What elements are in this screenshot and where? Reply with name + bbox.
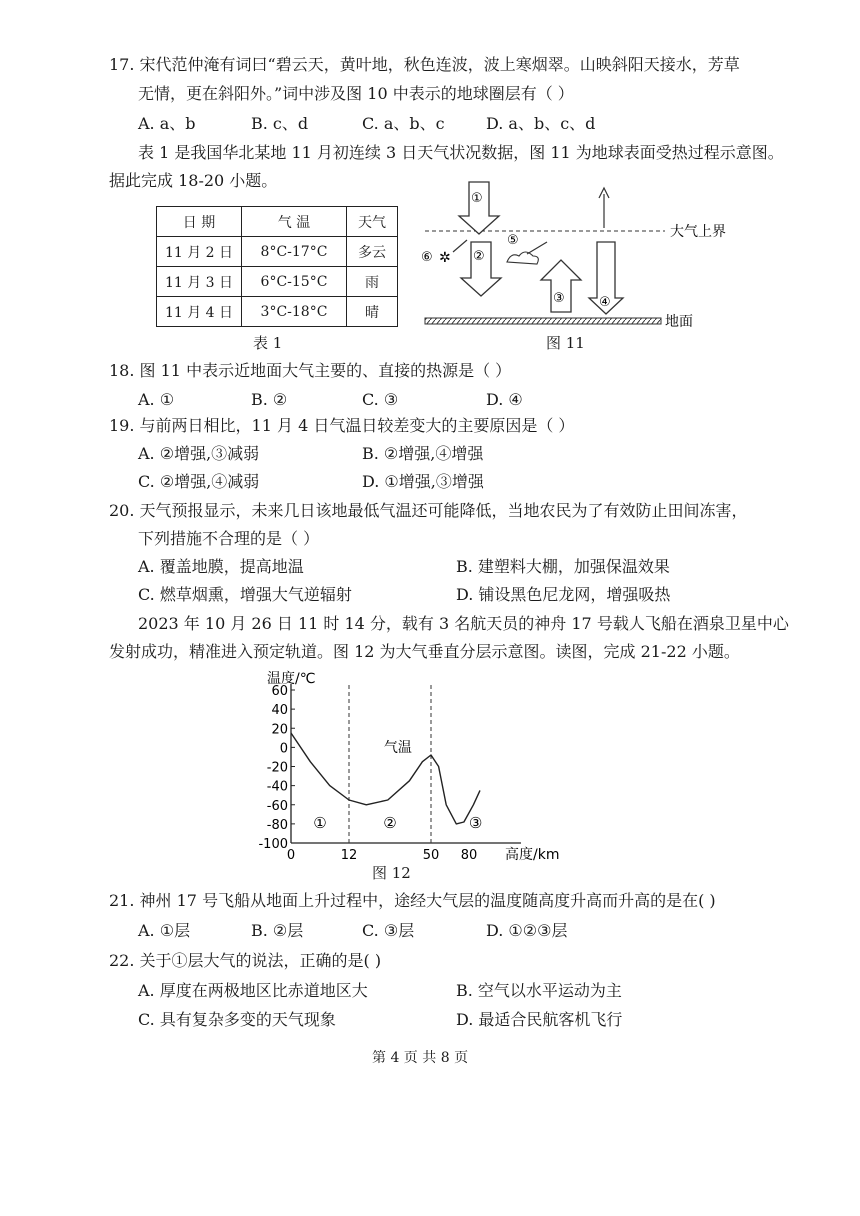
- x-tick-label: 50: [422, 848, 440, 863]
- q20-line1: 20. 天气预报显示，未来几日该地最低气温还可能降低，当地农民为了有效防止田间冻害，: [109, 501, 748, 520]
- q18-option-c: C. ③: [362, 390, 399, 409]
- table-cell: 6°C-15°C: [242, 267, 347, 297]
- table-cell: 8°C-17°C: [242, 237, 347, 267]
- q21-stem: 21. 神州 17 号飞船从地面上升过程中，途经大气层的温度随高度升高而升高的是在( ): [109, 891, 716, 910]
- page-footer: 第 4 页 共 8 页: [372, 1050, 469, 1066]
- figure-11-caption: 图 11: [546, 334, 585, 352]
- y-axis-label: 温度/℃: [267, 671, 316, 687]
- table-row: [157, 237, 398, 267]
- table-cell: 雨: [347, 267, 398, 297]
- cloud-icon: [507, 252, 538, 264]
- q20-option-a: A. 覆盖地膜，提高地温: [138, 557, 304, 576]
- table-cell: 11 月 4 日: [157, 297, 242, 327]
- label-6: ⑥: [421, 250, 433, 265]
- layer-label: ①: [313, 813, 327, 832]
- figure-11: [415, 176, 735, 336]
- q19-option-c: C. ②增强,④减弱: [138, 472, 260, 491]
- ground-label: 地面: [665, 314, 693, 330]
- y-tick-label: 20: [271, 722, 288, 738]
- table-cell: 晴: [347, 297, 398, 327]
- label-2: ②: [473, 249, 485, 264]
- q17-option-b: B. c、d: [251, 114, 309, 133]
- reflection-arrow: [527, 242, 547, 254]
- q21-option-d: D. ①②③层: [486, 921, 568, 940]
- table-header-row: [157, 207, 398, 237]
- q18-option-a: A. ①: [138, 390, 175, 409]
- q17-option-a: A. a、b: [138, 114, 196, 133]
- intro18-line1: 表 1 是我国华北某地 11 月初连续 3 日天气状况数据，图 11 为地球表面受热过程示意图。: [138, 143, 784, 162]
- q19-option-a: A. ②增强,③减弱: [138, 444, 260, 463]
- table-cell: 11 月 2 日: [157, 237, 242, 267]
- label-3: ③: [553, 291, 565, 306]
- q22-stem: 22. 关于①层大气的说法，正确的是( ): [109, 951, 382, 970]
- table-row: [157, 267, 398, 297]
- figure-12-chart: [258, 665, 622, 863]
- table-1-caption: 表 1: [253, 334, 283, 352]
- label-1: ①: [471, 191, 483, 206]
- intro18-line2: 据此完成 18-20 小题。: [109, 171, 278, 190]
- q17-option-d: D. a、b、c、d: [486, 114, 596, 133]
- q22-option-c: C. 具有复杂多变的天气现象: [138, 1010, 336, 1029]
- ground-bar: [425, 318, 661, 324]
- scatter-star-icon: ✲: [439, 250, 451, 266]
- table-row: [157, 297, 398, 327]
- atmosphere-top-label: 大气上界: [670, 224, 726, 240]
- q19-option-d: D. ①增强,③增强: [362, 472, 484, 491]
- scatter-arrow: [453, 240, 467, 252]
- x-tick-label: 12: [340, 848, 358, 863]
- table-cell: 11 月 3 日: [157, 267, 242, 297]
- q19-stem: 19. 与前两日相比，11 月 4 日气温日较差变大的主要原因是（ ）: [109, 416, 575, 435]
- x-axis-label: 高度/km: [505, 847, 560, 863]
- q17-line2: 无情，更在斜阳外。”词中涉及图 10 中表示的地球圈层有（ ）: [138, 84, 574, 103]
- y-tick-label: 0: [279, 741, 288, 757]
- table-1: [156, 206, 398, 327]
- series-label: 气温: [383, 740, 412, 757]
- layer-label: ③: [468, 813, 483, 832]
- q20-option-b: B. 建塑料大棚，加强保温效果: [456, 557, 670, 576]
- q17-line1: 17. 宋代范仲淹有词曰“碧云天，黄叶地，秋色连波，波上寒烟翠。山映斜阳天接水，芳草: [109, 55, 740, 74]
- q22-option-d: D. 最适合民航客机飞行: [456, 1010, 623, 1029]
- label-5: ⑤: [507, 233, 519, 248]
- y-tick-label: 40: [271, 703, 288, 719]
- q21-option-c: C. ③层: [362, 921, 415, 940]
- q19-option-b: B. ②增强,④增强: [362, 444, 484, 463]
- table-header-weather: 天气: [347, 207, 398, 237]
- label-4: ④: [599, 295, 611, 310]
- q18-stem: 18. 图 11 中表示近地面大气主要的、直接的热源是（ ）: [109, 361, 512, 380]
- q22-option-a: A. 厚度在两极地区比赤道地区大: [138, 981, 368, 1000]
- q21-option-b: B. ②层: [251, 921, 304, 940]
- q22-option-b: B. 空气以水平运动为主: [456, 981, 622, 1000]
- table-cell: 3°C-18°C: [242, 297, 347, 327]
- y-tick-label: -100: [258, 837, 288, 852]
- y-tick-label: 60: [271, 684, 288, 699]
- q21-option-a: A. ①层: [138, 921, 191, 940]
- table-header-temp: 气 温: [242, 207, 347, 237]
- q18-option-d: D. ④: [486, 390, 523, 409]
- q17-option-c: C. a、b、c: [362, 114, 445, 133]
- x-tick-label: 80: [460, 848, 478, 863]
- figure-12-caption: 图 12: [372, 864, 411, 882]
- q18-option-b: B. ②: [251, 390, 288, 409]
- intro21-line1: 2023 年 10 月 26 日 11 时 14 分，载有 3 名航天员的神舟 17 号载人飞船在酒泉卫星中心: [138, 614, 789, 633]
- y-tick-label: -40: [266, 779, 288, 795]
- x-tick-label: 0: [286, 848, 296, 863]
- y-tick-label: -20: [266, 760, 288, 776]
- table-header-date: 日 期: [157, 207, 242, 237]
- y-tick-label: -60: [266, 798, 288, 814]
- intro21-line2: 发射成功，精准进入预定轨道。图 12 为大气垂直分层示意图。读图，完成 21-22 小题。: [109, 642, 740, 661]
- table-cell: 多云: [347, 237, 398, 267]
- q20-option-c: C. 燃草烟熏，增强大气逆辐射: [138, 585, 352, 604]
- y-tick-label: -80: [266, 817, 288, 833]
- layer-label: ②: [383, 813, 397, 832]
- q20-option-d: D. 铺设黑色尼龙网，增强吸热: [456, 585, 671, 604]
- q20-line2: 下列措施不合理的是（ ）: [138, 529, 320, 548]
- arrow-1: [459, 182, 499, 234]
